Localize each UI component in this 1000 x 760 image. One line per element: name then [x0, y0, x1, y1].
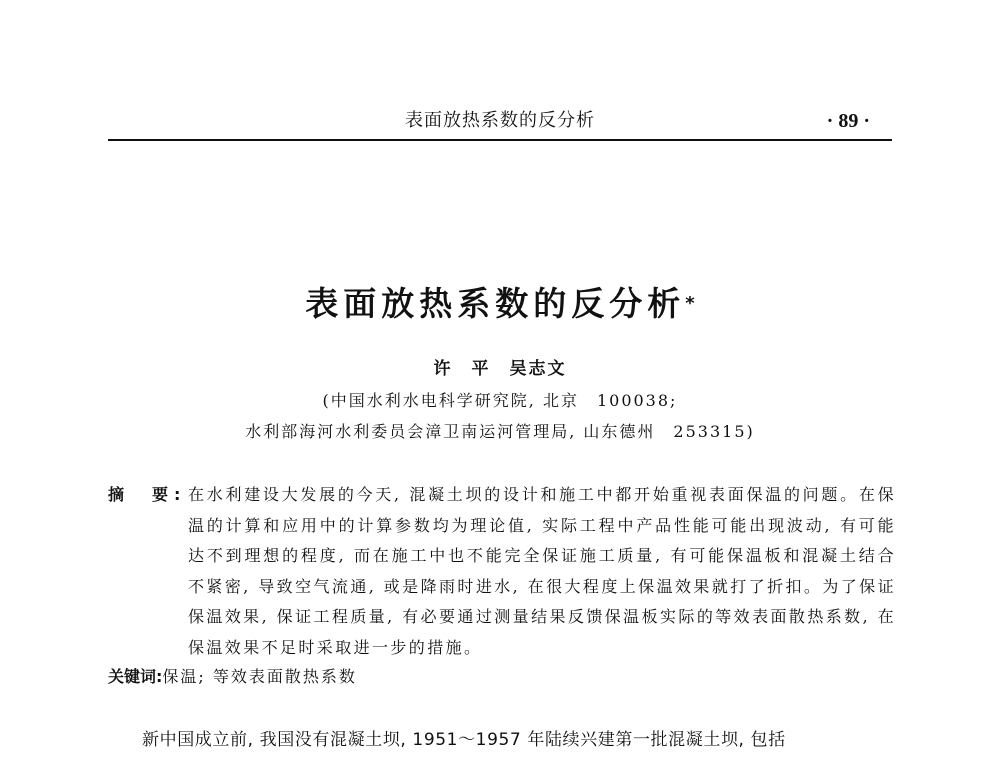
keywords-label: 关键词: [108, 667, 163, 686]
abstract-text: 在水利建设大发展的今天, 混凝土坝的设计和施工中都开始重视表面保温的问题。在保温的计算和应用中的计算参数均为理论值, 实际工程中产品性能可能出现波动, 有可能达不到理想的程度, 而在施工中也不能完全保证施工质量, 有可能保温板和混凝土结合不紧密, 导致空气流通, 或是降雨时进水, 在很大程度上保温效果就打了折扣。为了保证保温效果, 保证工程质量, 有必要通过测量结果反馈保温板实际的等效表面散热系数, 在保温效果不足时采取进一步的措施。 [188, 485, 896, 657]
header-rule [108, 139, 892, 141]
page-number: · 89 · [826, 110, 870, 132]
body-paragraph: 新中国成立前, 我国没有混凝土坝, 1951～1957 年陆续兴建第一批混凝土坝, 包括 [142, 730, 786, 750]
running-title: 表面放热系数的反分析 [405, 110, 595, 131]
abstract-label: 摘 要: [108, 485, 187, 504]
keywords [108, 663, 357, 691]
affiliation-line-1: (中国水利水电科学研究院, 北京 100038; [322, 391, 678, 410]
authors: 许 平 吴志文 [433, 359, 567, 379]
keywords-text: 保温; 等效表面散热系数 [162, 667, 357, 686]
affiliation-line-2: 水利部海河水利委员会漳卫南运河管理局, 山东德州 253315) [245, 422, 755, 441]
title-footnote-mark: * [685, 293, 695, 314]
running-header [108, 106, 892, 136]
paper-title-text: 表面放热系数的反分析 [305, 284, 686, 323]
paper-title [0, 284, 1000, 324]
